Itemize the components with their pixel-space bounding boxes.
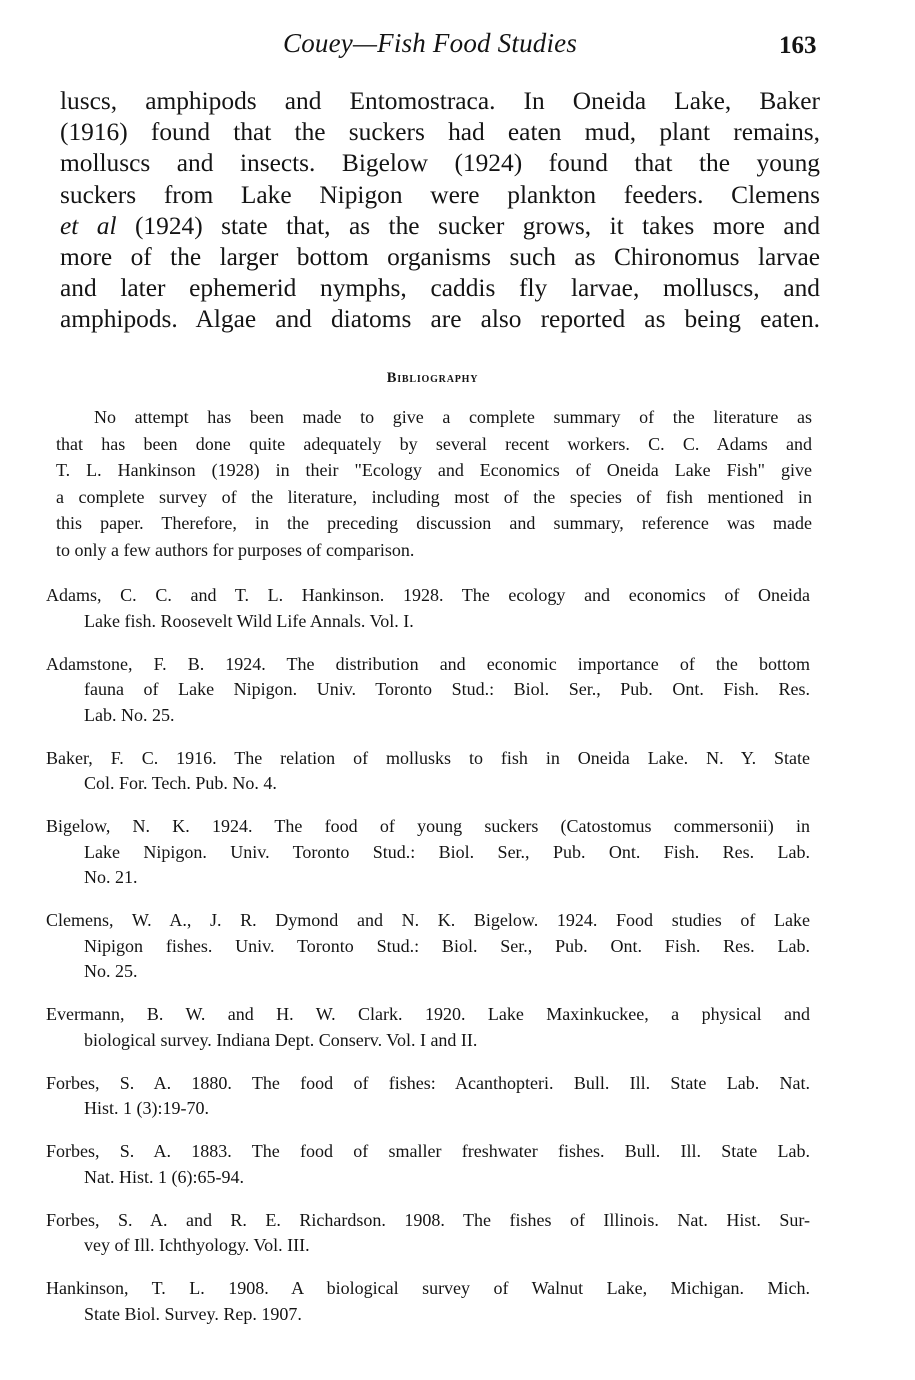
body-line: amphipods. Algae and diatoms are also reported as being eaten. [60, 305, 820, 334]
bibliography-heading: Bibliography [386, 370, 479, 386]
page-number: 163 [779, 32, 817, 59]
reference-line: Forbes, S. A. and R. E. Richardson. 1908. The fishes of Illinois. Nat. Hist. Sur- [46, 1209, 810, 1230]
reference-line: No. 21. [84, 867, 138, 887]
reference-entry [46, 1208, 810, 1259]
body-line: molluscs and insects. Bigelow (1924) found that the young [60, 149, 820, 178]
reference-line: Adams, C. C. and T. L. Hankinson. 1928. The ecology and economics of Oneida [46, 585, 810, 605]
reference-line: Forbes, S. A. 1883. The food of smaller freshwater fishes. Bull. Ill. State Lab. [46, 1141, 810, 1161]
reference-line: Nipigon fishes. Univ. Toronto Stud.: Biol. Ser., Pub. Ont. Fish. Res. Lab. [84, 935, 810, 956]
reference-list [46, 583, 810, 1345]
reference-line: Nat. Hist. 1 (6):65-94. [84, 1166, 244, 1187]
intro-line: that has been done quite adequately by several recent workers. C. C. Adams and [56, 433, 812, 454]
reference-entry [46, 746, 810, 797]
reference-line: Baker, F. C. 1916. The relation of mollusks to fish in Oneida Lake. N. Y. State [46, 747, 810, 768]
reference-line: Lake Nipigon. Univ. Toronto Stud.: Biol. Ser., Pub. Ont. Fish. Res. Lab. [84, 841, 810, 862]
intro-line: No attempt has been made to give a complete summary of the literature as [94, 407, 812, 427]
body-line: (1916) found that the suckers had eaten mud, plant remains, [60, 118, 820, 147]
intro-line: T. L. Hankinson (1928) in their "Ecology and Economics of Oneida Lake Fish" give [56, 460, 812, 480]
intro-line: a complete survey of the literature, including most of the species of fish mentioned in [56, 486, 812, 507]
reference-line: Col. For. Tech. Pub. No. 4. [84, 773, 277, 793]
body-paragraph [60, 86, 820, 336]
body-line: and later ephemerid nymphs, caddis fly larvae, molluscs, and [60, 274, 820, 303]
intro-line: to only a few authors for purposes of comparison. [56, 539, 415, 560]
reference-entry [46, 652, 810, 729]
reference-line: Forbes, S. A. 1880. The food of fishes: Acanthopteri. Bull. Ill. State Lab. Nat. [46, 1072, 810, 1093]
reference-line: Lake fish. Roosevelt Wild Life Annals. Vol. I. [84, 610, 414, 631]
running-head [0, 28, 915, 68]
body-line: luscs, amphipods and Entomostraca. In Oneida Lake, Baker [60, 87, 820, 115]
intro-line: this paper. Therefore, in the preceding discussion and summary, reference was made [56, 513, 812, 533]
reference-line: No. 25. [84, 961, 138, 981]
running-title: Couey—Fish Food Studies [283, 28, 578, 58]
body-line: more of the larger bottom organisms such as Chironomus larvae [60, 243, 820, 272]
reference-line: Adamstone, F. B. 1924. The distribution and economic importance of the bottom [46, 653, 810, 674]
bibliography-intro [56, 404, 812, 563]
reference-entry [46, 1276, 810, 1327]
reference-line: biological survey. Indiana Dept. Conserv. Vol. I and II. [84, 1029, 478, 1050]
reference-line: Lab. No. 25. [84, 704, 175, 725]
reference-entry [46, 1071, 810, 1122]
reference-line: Evermann, B. W. and H. W. Clark. 1920. Lake Maxinkuckee, a physical and [46, 1004, 810, 1024]
reference-entry [46, 1002, 810, 1053]
body-line-rest: (1924) state that, as the sucker grows, it takes more and [116, 211, 821, 240]
reference-entry [46, 1139, 810, 1190]
reference-line: Clemens, W. A., J. R. Dymond and N. K. Bigelow. 1924. Food studies of Lake [46, 910, 810, 930]
body-line-italic-start [60, 211, 820, 242]
reference-line: Hist. 1 (3):19-70. [84, 1098, 209, 1118]
reference-line: State Biol. Survey. Rep. 1907. [84, 1303, 302, 1324]
reference-entry [46, 814, 810, 891]
reference-line: fauna of Lake Nipigon. Univ. Toronto Stud.: Biol. Ser., Pub. Ont. Fish. Res. [84, 679, 810, 699]
italic-et-al: et al [60, 211, 117, 240]
reference-entry [46, 583, 810, 634]
reference-line: Bigelow, N. K. 1924. The food of young suckers (Catostomus commersonii) in [46, 816, 810, 836]
reference-line: Hankinson, T. L. 1908. A biological survey of Walnut Lake, Michigan. Mich. [46, 1278, 810, 1298]
reference-entry [46, 908, 810, 985]
reference-line: vey of Ill. Ichthyology. Vol. III. [84, 1235, 310, 1255]
body-line: suckers from Lake Nipigon were plankton feeders. Clemens [60, 180, 820, 209]
